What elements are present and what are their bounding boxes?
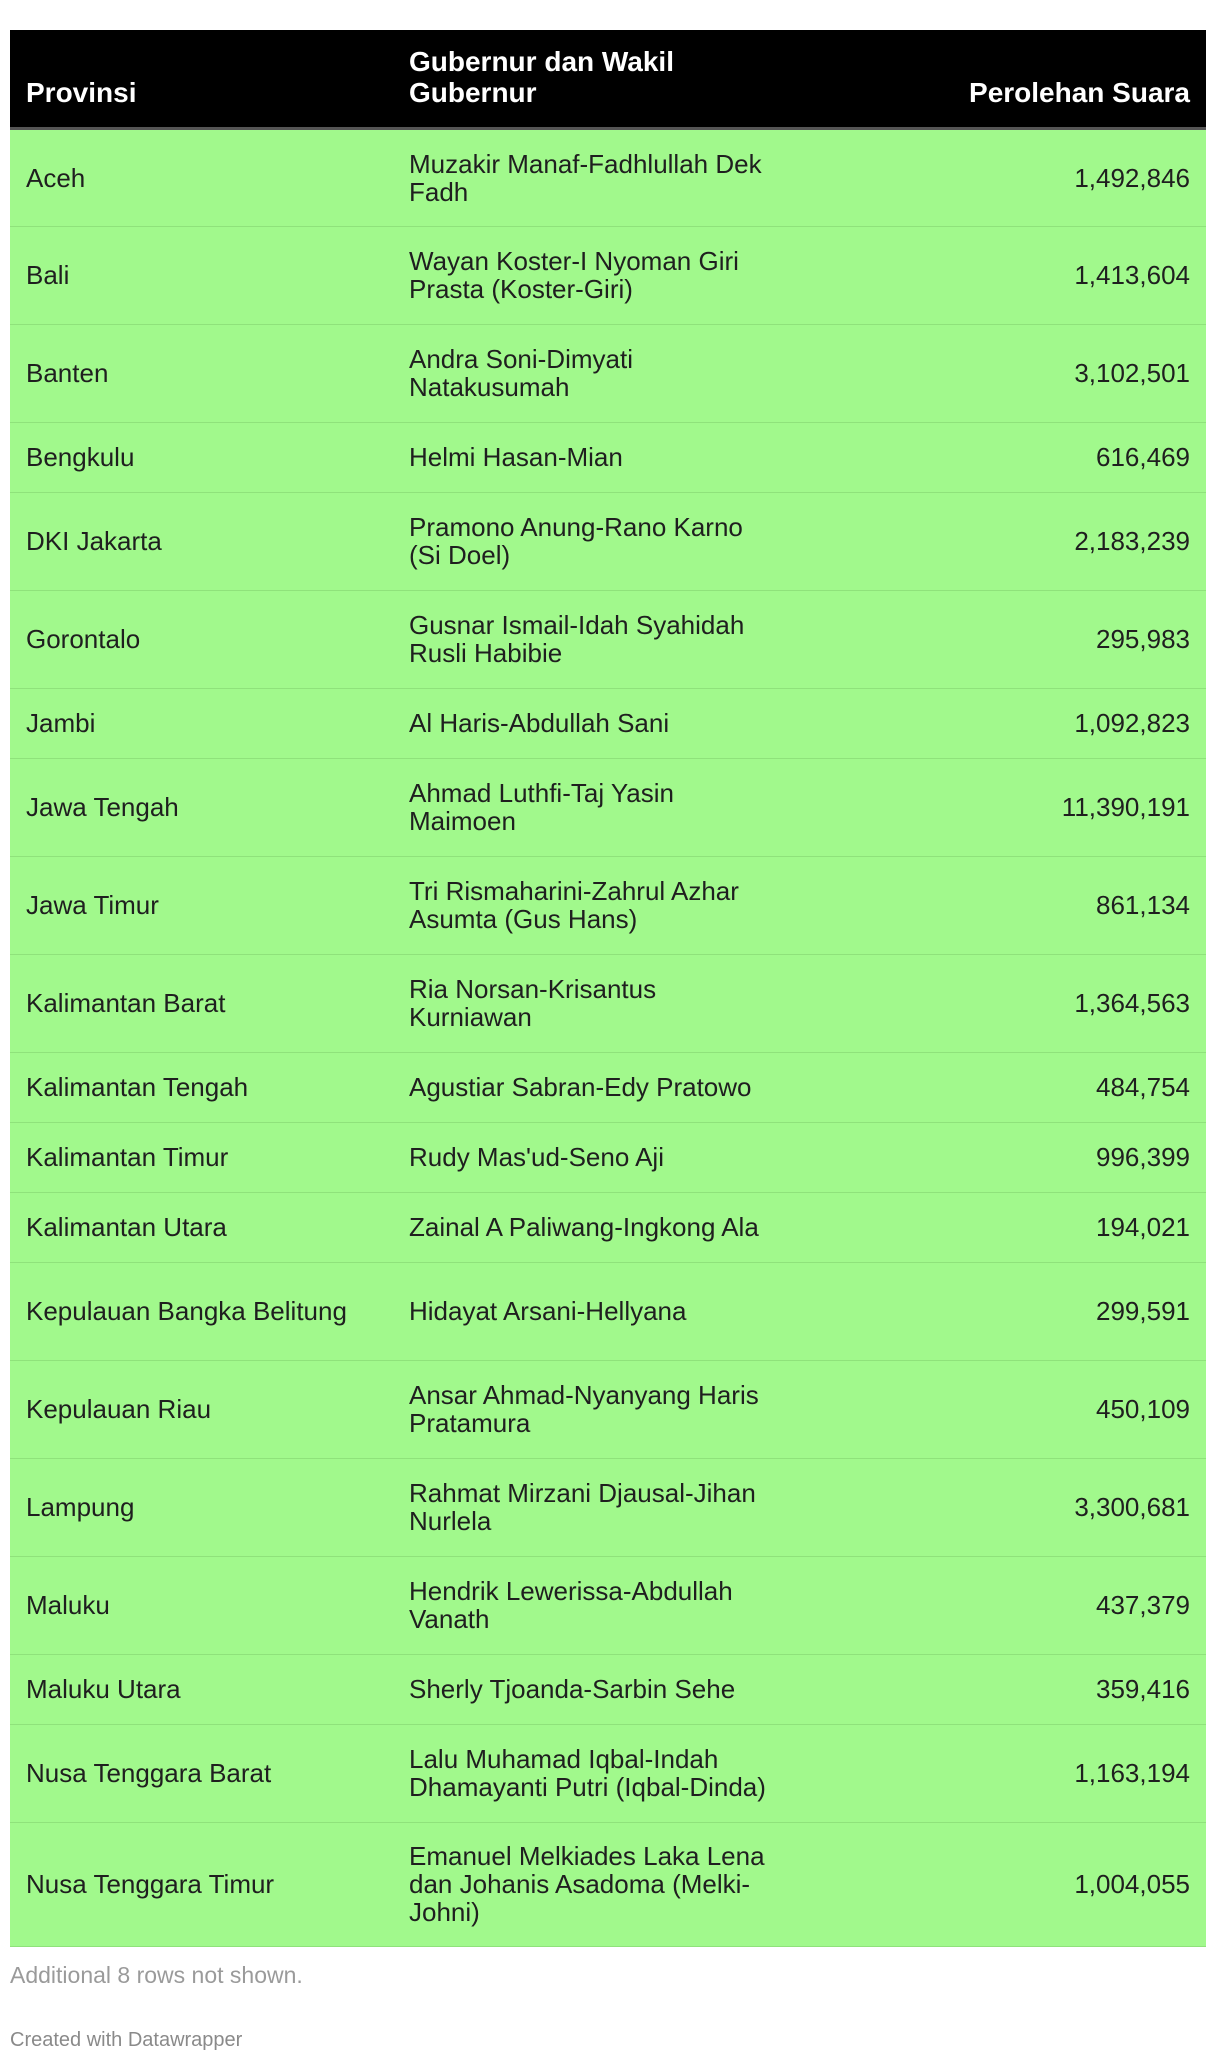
cell-provinsi: Kalimantan Timur xyxy=(10,1122,393,1192)
cell-provinsi: Kalimantan Utara xyxy=(10,1192,393,1262)
cell-provinsi: Jambi xyxy=(10,688,393,758)
cell-provinsi: Kepulauan Riau xyxy=(10,1360,393,1458)
cell-provinsi: Lampung xyxy=(10,1458,393,1556)
table-row xyxy=(10,954,1206,1052)
table-row xyxy=(10,1556,1206,1654)
cell-gubernur: Pramono Anung-Rano Karno (Si Doel) xyxy=(393,492,813,590)
table-row xyxy=(10,1724,1206,1822)
table-row xyxy=(10,1822,1206,1946)
cell-suara: 1,163,194 xyxy=(813,1724,1206,1822)
cell-provinsi: Bali xyxy=(10,226,393,324)
cell-suara: 299,591 xyxy=(813,1262,1206,1360)
cell-suara: 295,983 xyxy=(813,590,1206,688)
cell-provinsi: Nusa Tenggara Barat xyxy=(10,1724,393,1822)
cell-suara: 1,092,823 xyxy=(813,688,1206,758)
cell-provinsi: Gorontalo xyxy=(10,590,393,688)
cell-gubernur: Hidayat Arsani-Hellyana xyxy=(393,1262,813,1360)
table-row xyxy=(10,324,1206,422)
table-body xyxy=(10,128,1206,1946)
results-table xyxy=(10,30,1206,1947)
cell-provinsi: Jawa Tengah xyxy=(10,758,393,856)
cell-provinsi: DKI Jakarta xyxy=(10,492,393,590)
column-header-gubernur[interactable]: Gubernur dan Wakil Gubernur xyxy=(393,30,813,128)
cell-gubernur: Ahmad Luthfi-Taj Yasin Maimoen xyxy=(393,758,813,856)
cell-gubernur: Rahmat Mirzani Djausal-Jihan Nurlela xyxy=(393,1458,813,1556)
table-row xyxy=(10,1192,1206,1262)
column-header-perolehan-suara[interactable]: Perolehan Suara xyxy=(813,30,1206,128)
table-row xyxy=(10,1262,1206,1360)
table-header xyxy=(10,30,1206,128)
cell-gubernur: Rudy Mas'ud-Seno Aji xyxy=(393,1122,813,1192)
cell-provinsi: Aceh xyxy=(10,128,393,226)
cell-gubernur: Agustiar Sabran-Edy Pratowo xyxy=(393,1052,813,1122)
table-row xyxy=(10,1654,1206,1724)
cell-suara: 996,399 xyxy=(813,1122,1206,1192)
table-row xyxy=(10,1458,1206,1556)
cell-gubernur: Emanuel Melkiades Laka Lena dan Johanis Asadoma (Melki-Johni) xyxy=(393,1822,813,1946)
cell-suara: 1,364,563 xyxy=(813,954,1206,1052)
cell-gubernur: Lalu Muhamad Iqbal-Indah Dhamayanti Putri (Iqbal-Dinda) xyxy=(393,1724,813,1822)
cell-suara: 2,183,239 xyxy=(813,492,1206,590)
cell-provinsi: Kepulauan Bangka Belitung xyxy=(10,1262,393,1360)
cell-suara: 3,102,501 xyxy=(813,324,1206,422)
table-row xyxy=(10,758,1206,856)
cell-provinsi: Maluku Utara xyxy=(10,1654,393,1724)
column-header-provinsi[interactable]: Provinsi xyxy=(10,30,393,128)
table-row xyxy=(10,128,1206,226)
cell-suara: 450,109 xyxy=(813,1360,1206,1458)
table-row xyxy=(10,226,1206,324)
table-row xyxy=(10,590,1206,688)
cell-suara: 359,416 xyxy=(813,1654,1206,1724)
cell-suara: 1,492,846 xyxy=(813,128,1206,226)
cell-gubernur: Hendrik Lewerissa-Abdullah Vanath xyxy=(393,1556,813,1654)
cell-provinsi: Banten xyxy=(10,324,393,422)
cell-provinsi: Jawa Timur xyxy=(10,856,393,954)
table-row xyxy=(10,688,1206,758)
cell-suara: 194,021 xyxy=(813,1192,1206,1262)
table-row xyxy=(10,492,1206,590)
cell-suara: 437,379 xyxy=(813,1556,1206,1654)
cell-gubernur: Helmi Hasan-Mian xyxy=(393,422,813,492)
results-table-container xyxy=(10,30,1206,1947)
cell-suara: 1,413,604 xyxy=(813,226,1206,324)
cell-provinsi: Kalimantan Tengah xyxy=(10,1052,393,1122)
cell-gubernur: Andra Soni-Dimyati Natakusumah xyxy=(393,324,813,422)
cell-suara: 861,134 xyxy=(813,856,1206,954)
cell-suara: 11,390,191 xyxy=(813,758,1206,856)
cell-gubernur: Al Haris-Abdullah Sani xyxy=(393,688,813,758)
cell-gubernur: Wayan Koster-I Nyoman Giri Prasta (Koster-Giri) xyxy=(393,226,813,324)
cell-gubernur: Gusnar Ismail-Idah Syahidah Rusli Habibie xyxy=(393,590,813,688)
cell-provinsi: Nusa Tenggara Timur xyxy=(10,1822,393,1946)
cell-suara: 484,754 xyxy=(813,1052,1206,1122)
cell-suara: 3,300,681 xyxy=(813,1458,1206,1556)
table-row xyxy=(10,422,1206,492)
cell-gubernur: Zainal A Paliwang-Ingkong Ala xyxy=(393,1192,813,1262)
cell-provinsi: Maluku xyxy=(10,1556,393,1654)
header-row xyxy=(10,30,1206,128)
cell-suara: 616,469 xyxy=(813,422,1206,492)
cell-provinsi: Bengkulu xyxy=(10,422,393,492)
cell-gubernur: Tri Rismaharini-Zahrul Azhar Asumta (Gus Hans) xyxy=(393,856,813,954)
rows-hidden-note: Additional 8 rows not shown. xyxy=(10,1962,303,1988)
cell-provinsi: Kalimantan Barat xyxy=(10,954,393,1052)
cell-gubernur: Ansar Ahmad-Nyanyang Haris Pratamura xyxy=(393,1360,813,1458)
cell-gubernur: Sherly Tjoanda-Sarbin Sehe xyxy=(393,1654,813,1724)
cell-gubernur: Ria Norsan-Krisantus Kurniawan xyxy=(393,954,813,1052)
table-row xyxy=(10,856,1206,954)
table-row xyxy=(10,1122,1206,1192)
cell-suara: 1,004,055 xyxy=(813,1822,1206,1946)
cell-gubernur: Muzakir Manaf-Fadhlullah Dek Fadh xyxy=(393,128,813,226)
table-row xyxy=(10,1360,1206,1458)
datawrapper-credit[interactable]: Created with Datawrapper xyxy=(10,2029,243,2051)
table-row xyxy=(10,1052,1206,1122)
